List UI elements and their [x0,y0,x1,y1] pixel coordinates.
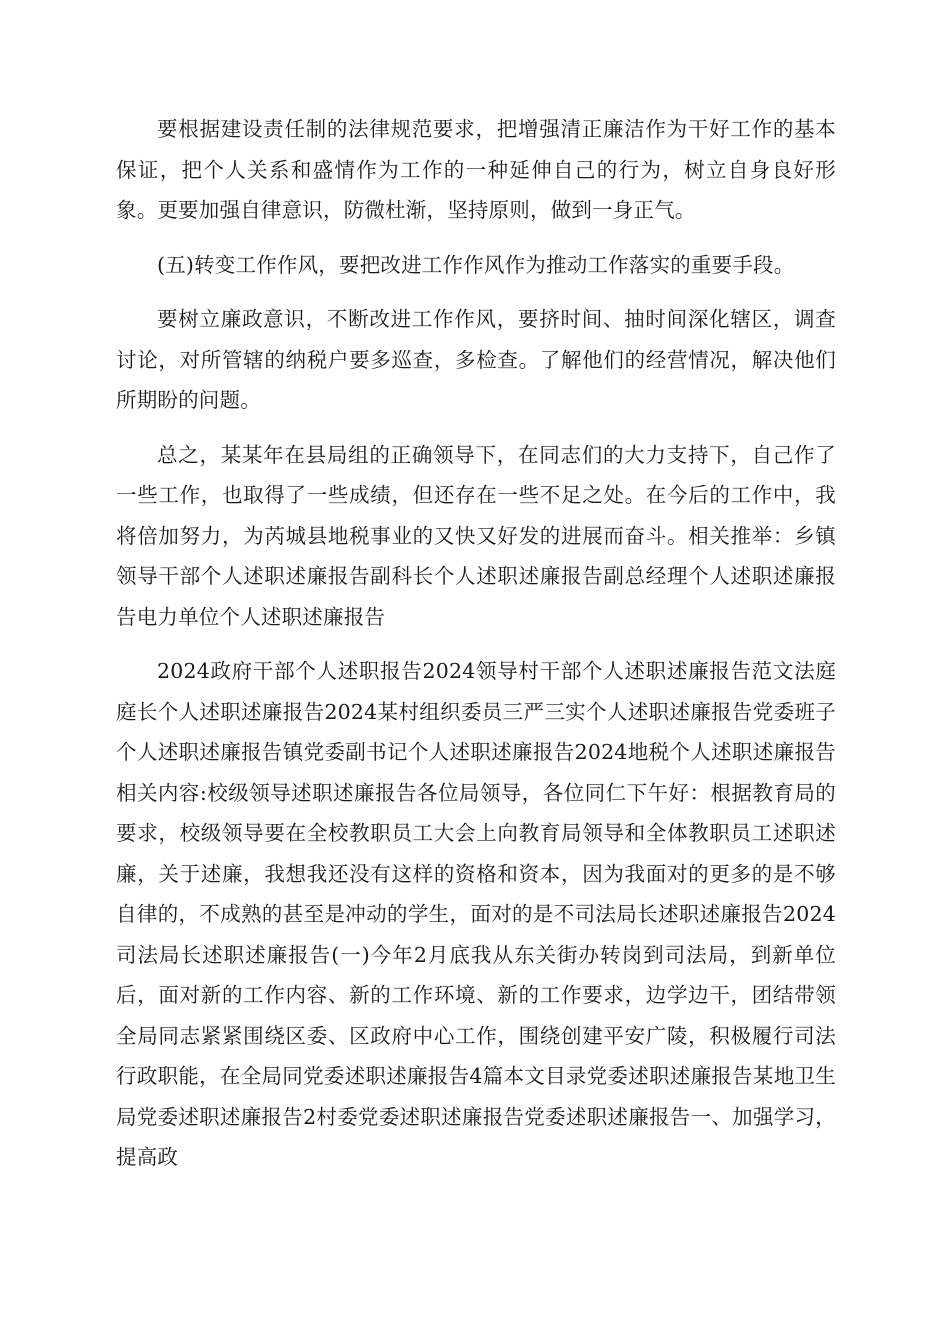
paragraph-related-content: 2024政府干部个人述职报告2024领导村干部个人述职述廉报告范文法庭庭长个人述职述廉报告2024某村组织委员三严三实个人述职述廉报告党委班子个人述职述廉报告镇党委副书记个人述职述廉报告2024地税个人述职述廉报告相关内容:校级领导述职述廉报告各位局领导，各位同仁下午好：根据教育局的要求，校级领导要在全校教职员工大会上向教育局领导和全体教职员工述职述廉，关于述廉，我想我还没有这样的资格和资本，因为我面对的更多的是不够自律的，不成熟的甚至是冲动的学生，面对的是不司法局长述职述廉报告2024司法局长述职述廉报告(一)今年2月底我从东关街办转岗到司法局，到新单位后，面对新的工作内容、新的工作环境、新的工作要求，边学边干，团结带领全局同志紧紧围绕区委、区政府中心工作，围绕创建平安广陵，积极履行司法行政职能，在全局同党委述职述廉报告4篇本文目录党委述职述廉报告某地卫生局党委述职述廉报告2村委党委述职述廉报告党委述职述廉报告一、加强学习，提高政 [116,659,836,1169]
document-body [116,109,836,1192]
paragraph-work-style-heading: (五)转变工作作风，要把改进工作作风作为推动工作落实的重要手段。 [157,252,795,277]
paragraph-summary: 总之，某某年在县局组的正确领导下，在同志们的大力支持下，自己作了一些工作，也取得了一些成绩，但还存在一些不足之处。在今后的工作中，我将倍加努力，为芮城县地税事业的又快又好发的进展而奋斗。相关推举：乡镇领导干部个人述职述廉报告副科长个人述职述廉报告副总经理个人述职述廉报告电力单位个人述职述廉报告 [116,442,836,629]
paragraph-integrity-awareness: 要树立廉政意识，不断改进工作作风，要挤时间、抽时间深化辖区，调查讨论，对所管辖的纳税户要多巡查，多检查。了解他们的经营情况，解决他们所期盼的问题。 [116,307,836,412]
paragraph-self-discipline: 要根据建设责任制的法律规范要求，把增强清正廉洁作为干好工作的基本保证，把个人关系和盛情作为工作的一种延伸自己的行为，树立自身良好形象。更要加强自律意识，防微杜渐，坚持原则，做到一身正气。 [116,117,836,222]
